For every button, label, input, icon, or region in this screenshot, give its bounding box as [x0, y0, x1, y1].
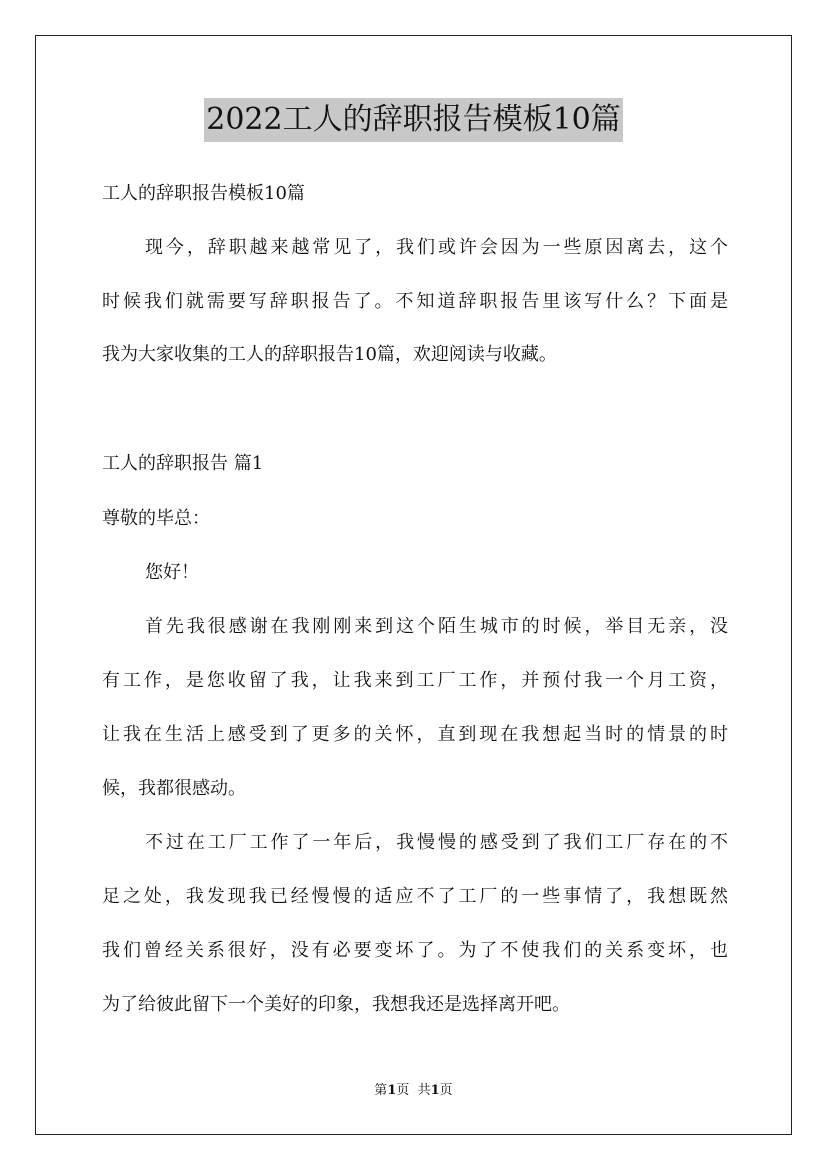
document-subtitle: 工人的辞职报告模板10篇 [102, 183, 305, 204]
paragraph2-line-1: 不过在工厂工作了一年后，我慢慢的感受到了我们工厂存在的不 [145, 832, 728, 853]
section-heading: 工人的辞职报告 篇1 [102, 453, 264, 474]
paragraph2-line-4: 为了给彼此留下一个美好的印象，我想我还是选择离开吧。 [102, 994, 570, 1015]
intro-line-3: 我为大家收集的工人的辞职报告10篇，欢迎阅读与收藏。 [102, 344, 557, 365]
page-footer [0, 1082, 827, 1100]
paragraph1-line-1: 首先我很感谢在我刚刚来到这个陌生城市的时候，举目无亲，没 [145, 616, 728, 637]
intro-line-1: 现今，辞职越来越常见了，我们或许会因为一些原因离去，这个 [145, 237, 728, 258]
title-container [0, 98, 827, 142]
salutation: 尊敬的毕总： [102, 508, 210, 529]
intro-line-2: 时候我们就需要写辞职报告了。不知道辞职报告里该写什么？下面是 [102, 291, 728, 312]
paragraph2-line-3: 我们曾经关系很好，没有必要变坏了。为了不使我们的关系变坏，也 [102, 940, 728, 961]
paragraph1-line-4: 候，我都很感动。 [102, 778, 246, 799]
paragraph2-line-2: 足之处，我发现我已经慢慢的适应不了工厂的一些事情了，我想既然 [102, 886, 728, 907]
footer-mid: 页 共 [396, 1083, 431, 1098]
footer-prefix: 第 [374, 1083, 388, 1098]
paragraph1-line-2: 有工作，是您收留了我，让我来到工厂工作，并预付我一个月工资， [102, 670, 728, 691]
paragraph1-line-3: 让我在生活上感受到了更多的关怀，直到现在我想起当时的情景的时 [102, 724, 728, 745]
footer-suffix: 页 [439, 1083, 453, 1098]
footer-page-total: 1 [430, 1083, 440, 1098]
document-title: 2022工人的辞职报告模板10篇 [204, 98, 623, 142]
greeting: 您好！ [145, 562, 199, 583]
footer-page-current: 1 [387, 1083, 397, 1098]
